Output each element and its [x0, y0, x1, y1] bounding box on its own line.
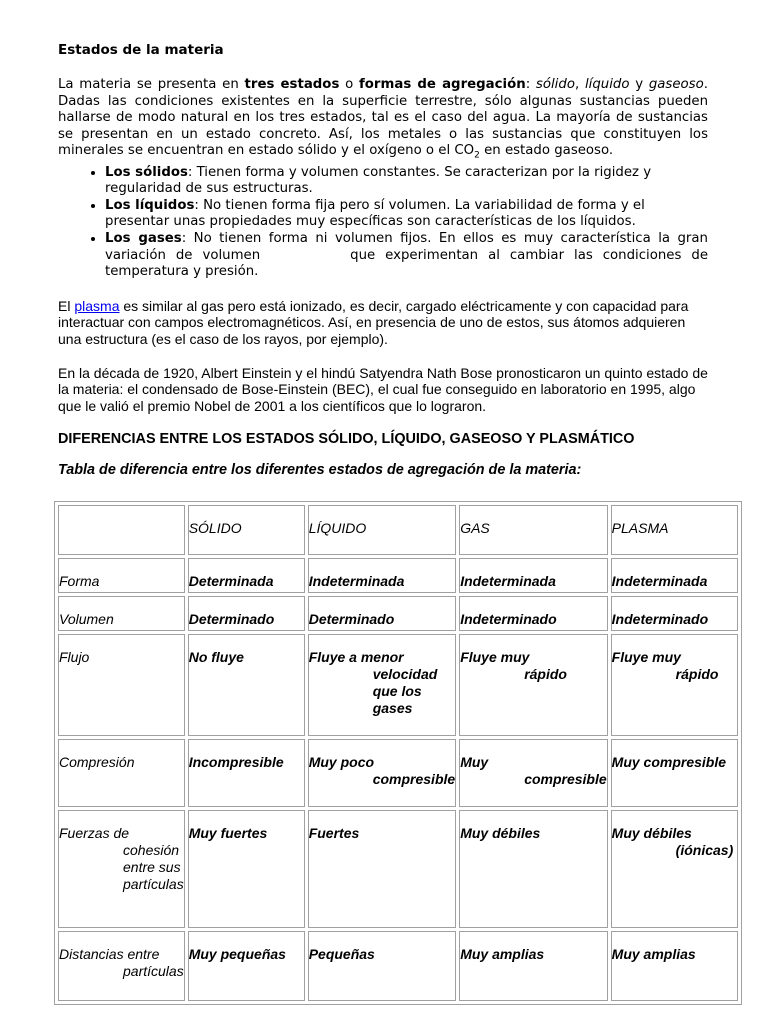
- cell-text: Indeterminado: [460, 611, 557, 627]
- cell-text: Muy poco: [308, 754, 375, 770]
- document-title: Estados de la materia: [58, 42, 224, 58]
- bullet-text: que experimentan al cambiar las condiciones de temperatura y presión.: [105, 247, 709, 280]
- cell-text: Muy pequeñas: [188, 946, 286, 962]
- intro-bold-states: tres estados: [244, 77, 340, 92]
- intro-text: . Dadas las condiciones existentes en la superficie terrestre, sólo algunas sustancias pueden hallarse de modo natural en los tres estados, tal es el caso del agua. La mayoría de sustancias se presentan en un estado concreto. Así, los metales o las sustancias que constituyen los minerales se encuentran en estado sólido y el oxígeno o el CO: [58, 77, 708, 159]
- row-label: [58, 810, 185, 928]
- intro-text: en estado gaseoso.: [479, 143, 614, 159]
- bullet-term: Los líquidos: [105, 197, 195, 213]
- table-cell: [308, 558, 456, 593]
- cell-text: Fuertes: [308, 825, 360, 841]
- table-cell: [459, 810, 607, 928]
- cell-text: Fluye muy: [460, 649, 530, 665]
- bullet-text: : No tienen forma fija pero sí volumen. La variabilidad de forma y el presentar unas propiedades muy específicas son características de los líquidos.: [105, 197, 645, 230]
- table-cell: [308, 931, 456, 1001]
- cell-text-cont: compresible: [372, 771, 456, 787]
- row-label-text: Forma: [59, 573, 100, 589]
- table-cell: [308, 596, 456, 631]
- header-empty-cell: [58, 505, 185, 555]
- header-solid: SÓLIDO: [188, 505, 305, 555]
- cell-text: Fluye muy: [611, 649, 681, 665]
- table-row: [58, 739, 738, 807]
- row-label: [58, 634, 185, 736]
- cell-text: Indeterminada: [611, 573, 708, 589]
- cell-text: Pequeñas: [308, 946, 375, 962]
- row-label-text: Volumen: [59, 611, 114, 627]
- row-label: [58, 558, 185, 593]
- row-label-text: Compresión: [59, 754, 135, 770]
- table-cell: [459, 558, 607, 593]
- table-header-row: [58, 505, 738, 555]
- intro-bold-forms: formas de agregación: [359, 77, 526, 92]
- cell-text: Muy compresible: [611, 754, 727, 770]
- cell-text-cont: rápido: [675, 666, 719, 682]
- header-plasma: PLASMA: [611, 505, 738, 555]
- intro-text: o: [339, 77, 360, 92]
- table-cell: [308, 810, 456, 928]
- intro-text: :: [525, 77, 536, 92]
- bullet-term: Los sólidos: [105, 164, 188, 180]
- cell-text-cont: velocidad que los gases: [372, 666, 438, 716]
- table-row: [58, 596, 738, 631]
- cell-text-cont: compresible: [524, 771, 607, 787]
- table-cell: [188, 558, 305, 593]
- cell-text-cont: rápido: [524, 666, 567, 682]
- bullet-text: : No tienen forma ni volumen fijos. En ellos es muy característica la gran variación de volumen: [105, 231, 708, 263]
- cell-text: Incompresible: [188, 754, 284, 770]
- intro-paragraph: [58, 77, 708, 165]
- intro-text: ,: [574, 77, 585, 92]
- row-label-cont: cohesión entre sus partículas: [123, 842, 184, 892]
- table-row: [58, 558, 738, 593]
- states-table: [54, 501, 742, 1005]
- table-cell: [459, 931, 607, 1001]
- cell-text: Determinado: [188, 611, 275, 627]
- intro-italic-solid: sólido: [535, 77, 575, 92]
- table-cell: [611, 810, 738, 928]
- cell-text: Indeterminada: [308, 573, 405, 589]
- table-cell: [459, 596, 607, 631]
- states-list: [58, 165, 708, 281]
- table-row: [58, 931, 738, 1001]
- row-label-text: Flujo: [59, 649, 90, 665]
- cell-text: Muy: [460, 754, 489, 770]
- bullet-text: : Tienen forma y volumen constantes. Se caracterizan por la rigidez y regularidad de sus estructuras.: [105, 164, 652, 197]
- cell-text: Determinada: [188, 573, 274, 589]
- table-cell: [308, 739, 456, 807]
- cell-text: Fluye a menor: [308, 649, 404, 665]
- plasma-paragraph: [58, 298, 708, 348]
- cell-text: Muy amplias: [460, 946, 545, 962]
- header-gas: GAS: [459, 505, 607, 555]
- intro-text: La materia se presenta en: [58, 77, 245, 92]
- cell-text-cont: (iónicas): [675, 842, 734, 858]
- table-cell: [188, 810, 305, 928]
- row-label-text: Fuerzas de: [59, 825, 130, 841]
- section-heading: DIFERENCIAS ENTRE LOS ESTADOS SÓLIDO, LÍQUIDO, GASEOSO Y PLASMÁTICO: [58, 431, 635, 448]
- intro-italic-liquid: líquido: [584, 77, 630, 92]
- row-label: [58, 931, 185, 1001]
- table-cell: [611, 739, 738, 807]
- table-cell: [188, 634, 305, 736]
- cell-text: Indeterminada: [460, 573, 556, 589]
- table-cell: [611, 634, 738, 736]
- table-cell: [611, 558, 738, 593]
- spacer: [58, 348, 708, 365]
- co2-subscript: 2: [474, 151, 480, 162]
- table-caption: Tabla de diferencia entre los diferentes estados de agregación de la materia:: [58, 462, 582, 479]
- intro-italic-gas: gaseoso: [648, 77, 704, 92]
- table-cell: [188, 931, 305, 1001]
- table-cell: [611, 931, 738, 1001]
- cell-text: Muy amplias: [611, 946, 696, 962]
- table-row: [58, 634, 738, 736]
- cell-text: Muy débiles: [460, 825, 541, 841]
- plasma-link[interactable]: plasma: [74, 297, 120, 314]
- header-liquid: LÍQUIDO: [308, 505, 456, 555]
- cell-text: No fluye: [188, 649, 244, 665]
- intro-text: y: [629, 77, 649, 92]
- table-cell: [611, 596, 738, 631]
- table-cell: [459, 634, 607, 736]
- cell-text: Determinado: [308, 611, 395, 627]
- bec-paragraph: En la década de 1920, Albert Einstein y el hindú Satyendra Nath Bose pronosticaron un quinto estado de la materia: el condensado de Bose-Einstein (BEC), el cual fue conseguido en laboratorio en 1995, algo que le valió el premio Nobel de 2001 a los científicos que lo lograron.: [58, 364, 708, 414]
- table-cell: [308, 634, 456, 736]
- row-label-cont: partículas: [123, 963, 184, 979]
- document-page: [58, 42, 708, 483]
- plasma-text: El: [58, 297, 75, 314]
- cell-text: Muy débiles: [611, 825, 692, 841]
- plasma-text: es similar al gas pero está ionizado, es decir, cargado eléctricamente y con capacidad para interactuar con campos electromagnéticos. Así, en presencia de uno de estos, sus átomos adquieren una estructura (es el caso de los rayos, por ejemplo).: [58, 297, 689, 347]
- cell-text: Muy fuertes: [188, 825, 268, 841]
- list-item: [105, 198, 708, 231]
- table-cell: [188, 739, 305, 807]
- table-cell: [459, 739, 607, 807]
- cell-text: Indeterminado: [611, 611, 709, 627]
- table-row: [58, 810, 738, 928]
- list-item: [105, 165, 708, 198]
- table-cell: [188, 596, 305, 631]
- row-label: [58, 596, 185, 631]
- spacer: [58, 281, 708, 298]
- row-label: [58, 739, 185, 807]
- row-label-text: Distancias entre: [59, 946, 160, 962]
- bullet-term: Los gases: [105, 231, 182, 246]
- list-item: [105, 231, 708, 281]
